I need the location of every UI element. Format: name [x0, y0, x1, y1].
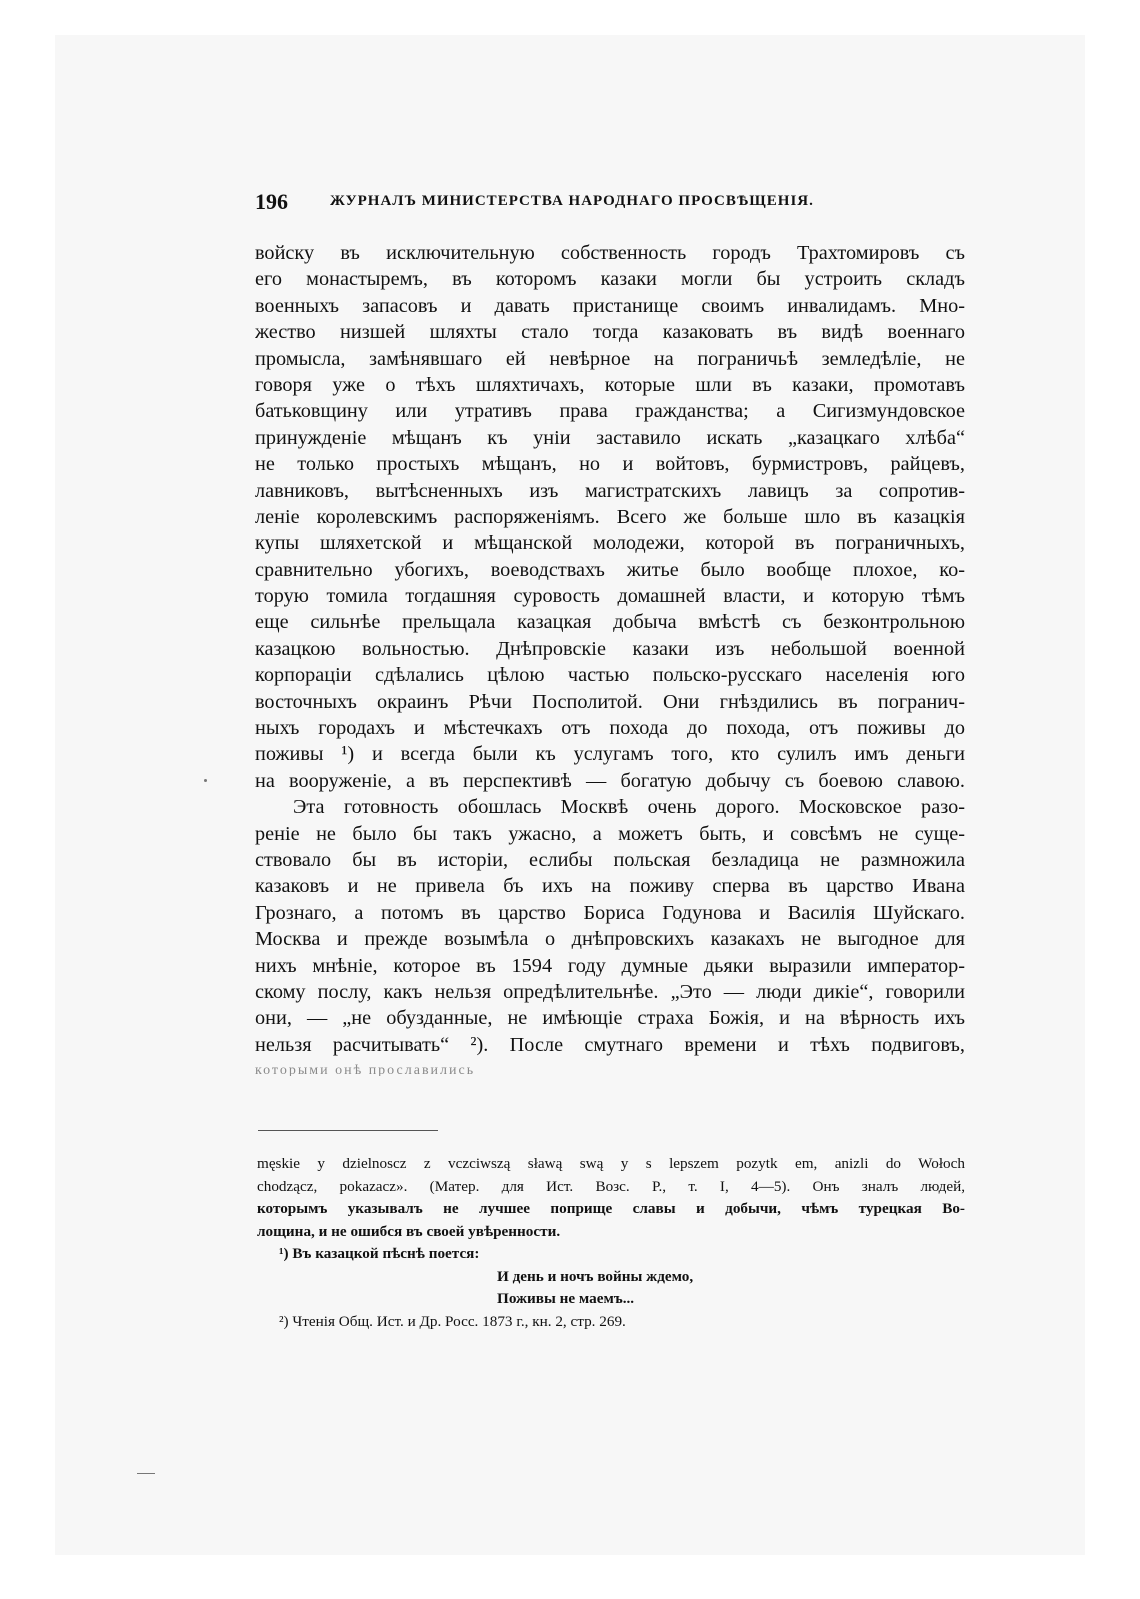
text-line: поживы ¹) и всегда были къ услугамъ того, кто сулилъ имъ деньги — [255, 743, 965, 766]
running-title: ЖУРНАЛЪ МИНИСТЕРСТВА НАРОДНАГО ПРОСВѢЩЕНІЯ. — [330, 193, 814, 209]
text-line: еще сильнѣе прельщала казацкая добыча вмѣстѣ съ безконтрольною — [255, 611, 965, 634]
footnote-2: ²) Чтенія Общ. Ист. и Др. Росс. 1873 г., кн. 2, стр. 269. — [279, 1312, 626, 1330]
text-line: на вооруженіе, а въ перспективѣ — богатую добычу съ боевою славою. — [255, 769, 965, 792]
text-line: казаковъ и не привела бъ ихъ на поживу сперва въ царство Ивана — [255, 875, 965, 898]
footnote-line: которымъ указывалъ не лучшее поприще славы и добычи, чѣмъ турецкая Во- — [257, 1200, 965, 1217]
main-text — [255, 240, 965, 1076]
text-line: нихъ мнѣніе, которое въ 1594 году думные дьяки выразили император- — [255, 954, 965, 977]
paragraph-start-line: Эта готовность обошлась Москвѣ очень дорого. Московское разо- — [293, 796, 965, 819]
text-line: восточныхъ окраинъ Рѣчи Посполитой. Они гнѣздились въ погранич- — [255, 690, 965, 713]
text-line: скому послу, какъ нельзя опредѣлительнѣе. „Это — люди дикіе“, говорили — [255, 980, 965, 1003]
text-line: сравнительно убогихъ, воеводствахъ житье было вообще плохое, ко- — [255, 558, 965, 581]
text-line: реніе не было бы такъ ужасно, а можетъ быть, и совсѣмъ не суще- — [255, 822, 965, 845]
text-line: принужденіе мѣщанъ къ уніи заставило искать „казацкаго хлѣба“ — [255, 426, 965, 449]
page-number: 196 — [255, 189, 288, 214]
text-line: батьковщину или утративъ права гражданства; а Сигизмундовское — [255, 400, 965, 423]
scan-speck — [204, 779, 207, 782]
text-line: казацкою вольностью. Днѣпровскіе казаки изъ небольшой военной — [255, 637, 965, 660]
text-line: они, — „не обузданные, не имѣющіе страха Божія, и на вѣрность ихъ — [255, 1007, 965, 1030]
footnote-separator — [258, 1130, 438, 1131]
footnote-line: męskie y dzielnoscz z vczciwszą sławą swą y s lepszem pozytk em, anizli do Wołoch — [257, 1155, 965, 1172]
footnote-1: ¹) Въ казацкой пѣснѣ поется: — [279, 1245, 480, 1262]
text-line: ныхъ городахъ и мѣстечкахъ отъ похода до похода, отъ поживы до — [255, 717, 965, 740]
footnotes — [257, 1153, 965, 1333]
text-line: войску въ исключительную собственность городъ Трахтомировъ съ — [255, 242, 965, 264]
footnote-line: лощина, и не ошибся въ своей увѣренности. — [257, 1222, 561, 1240]
faded-text-line: которыми онѣ прославились — [255, 1063, 476, 1077]
verse-line: Поживы не маемъ... — [497, 1290, 635, 1307]
margin-mark — [137, 1473, 155, 1474]
text-line: ствовало бы въ исторіи, еслибы польская безладица не размножила — [255, 848, 965, 871]
text-line: леніе королевскимъ распоряженіямъ. Всего же больше шло въ казацкія — [255, 505, 965, 528]
text-line: купы шляхетской и мѣщанской молодежи, которой въ пограничныхъ, — [255, 532, 965, 555]
text-line: его монастыремъ, въ которомъ казаки могли бы устроить складъ — [255, 268, 965, 291]
text-line: Грознаго, а потомъ въ царство Бориса Годунова и Василія Шуйскаго. — [255, 901, 965, 924]
text-line: торую томила тогдашняя суровость домашней власти, и которую тѣмъ — [255, 585, 965, 608]
text-line: лавниковъ, вытѣсненныхъ изъ магистратскихъ лавицъ за сопротив- — [255, 479, 965, 502]
text-line: говоря уже о тѣхъ шляхтичахъ, которые шли въ казаки, промотавъ — [255, 373, 965, 396]
text-line: промысла, замѣнявшаго ей невѣрное на пограничьѣ земледѣліе, не — [255, 347, 965, 370]
page-header — [255, 189, 885, 215]
text-line: корпораціи сдѣлались цѣлою частью польско-русскаго населенія юго — [255, 664, 965, 687]
footnote-line: chodzącz, pokazacz». (Матер. для Ист. Возс. Р., т. I, 4—5). Онъ зналъ людей, — [257, 1177, 965, 1195]
text-line: Москва и прежде возымѣла о днѣпровскихъ казакахъ не выгодное для — [255, 928, 965, 951]
text-line: жество низшей шляхты стало тогда казаковать въ видѣ военнаго — [255, 321, 965, 344]
text-line: нельзя расчитывать“ ²). После смутнаго времени и тѣхъ подвиговъ, — [255, 1033, 965, 1056]
text-line: военныхъ запасовъ и давать пристанище своимъ инвалидамъ. Мно- — [255, 294, 965, 317]
text-line: не только простыхъ мѣщанъ, но и войтовъ, бурмистровъ, райцевъ, — [255, 453, 965, 476]
verse-line: И день и ночъ войны ждемо, — [497, 1267, 694, 1285]
